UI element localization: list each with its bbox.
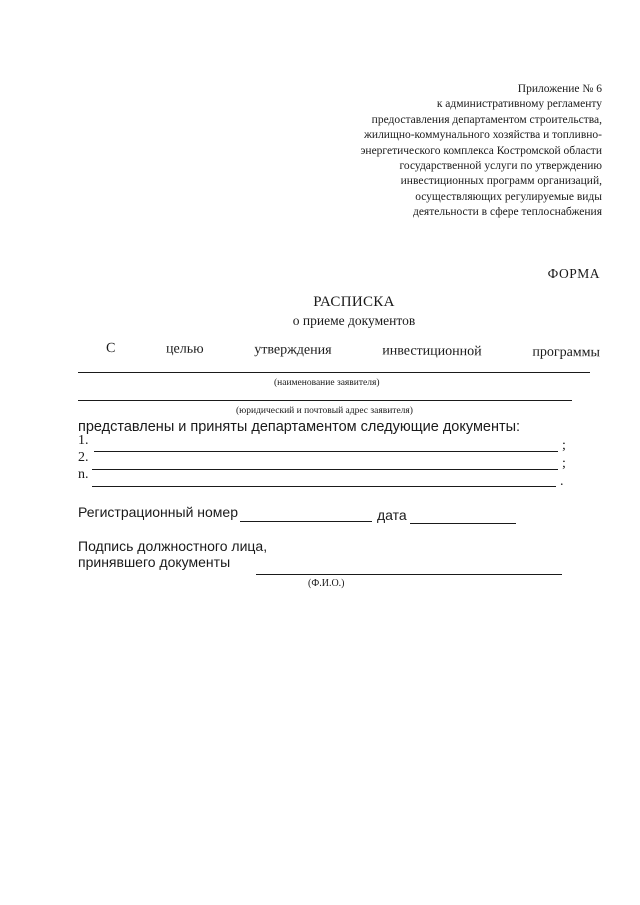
signature-fio-field[interactable] — [256, 574, 562, 575]
registration-number-field[interactable] — [240, 521, 372, 522]
purpose-word: утверждения — [254, 342, 332, 358]
appendix-line: осуществляющих регулируемые виды — [415, 190, 602, 203]
appendix-line: предоставления департаментом строительства, — [371, 113, 602, 126]
purpose-word: программы — [532, 344, 601, 361]
applicant-address-field[interactable] — [78, 400, 572, 401]
appendix-line: к административному регламенту — [436, 98, 602, 111]
appendix-line: инвестиционных программ организаций, — [400, 175, 602, 188]
document-subtitle: о приеме документов — [292, 313, 416, 328]
doc-item-end: . — [560, 474, 564, 489]
doc-item-end: ; — [562, 438, 566, 453]
applicant-name-field[interactable] — [78, 372, 590, 373]
appendix-line: Приложение № 6 — [517, 83, 602, 95]
fio-caption: (Ф.И.О.) — [308, 578, 345, 589]
appendix-header — [282, 82, 602, 221]
applicant-address-caption: (юридический и почтовый адрес заявителя) — [236, 406, 413, 416]
signature-label: Подпись должностного лица, — [78, 538, 268, 554]
appendix-line: жилищно-коммунального хозяйства и топливно- — [363, 129, 602, 142]
purpose-word: инвестиционной — [382, 343, 482, 360]
doc-item-number: n. — [78, 467, 89, 482]
appendix-line: деятельности в сфере теплоснабжения — [412, 206, 602, 219]
doc-item-end: ; — [562, 456, 566, 471]
form-label: ФОРМА — [547, 266, 600, 281]
applicant-name-caption: (наименование заявителя) — [274, 378, 380, 388]
date-field[interactable] — [410, 523, 516, 524]
doc-item-field[interactable] — [92, 469, 558, 470]
signature-label-continued: принявшего документы — [78, 554, 231, 570]
appendix-line: энергетического комплекса Костромской области — [360, 144, 602, 157]
doc-item-number: 2. — [78, 450, 89, 465]
doc-item-field[interactable] — [92, 486, 556, 487]
doc-item-number: 1. — [78, 433, 89, 448]
registration-number-label: Регистрационный номер — [78, 504, 238, 520]
purpose-line — [106, 341, 600, 361]
purpose-word: С — [105, 341, 116, 357]
document-title: РАСПИСКА — [313, 294, 395, 310]
documents-intro: представлены и приняты департаментом следующие документы: — [78, 419, 521, 435]
date-label: дата — [377, 507, 407, 523]
purpose-word: целью — [165, 341, 204, 357]
appendix-line: государственной услуги по утверждению — [399, 160, 602, 173]
doc-item-field[interactable] — [94, 451, 558, 452]
